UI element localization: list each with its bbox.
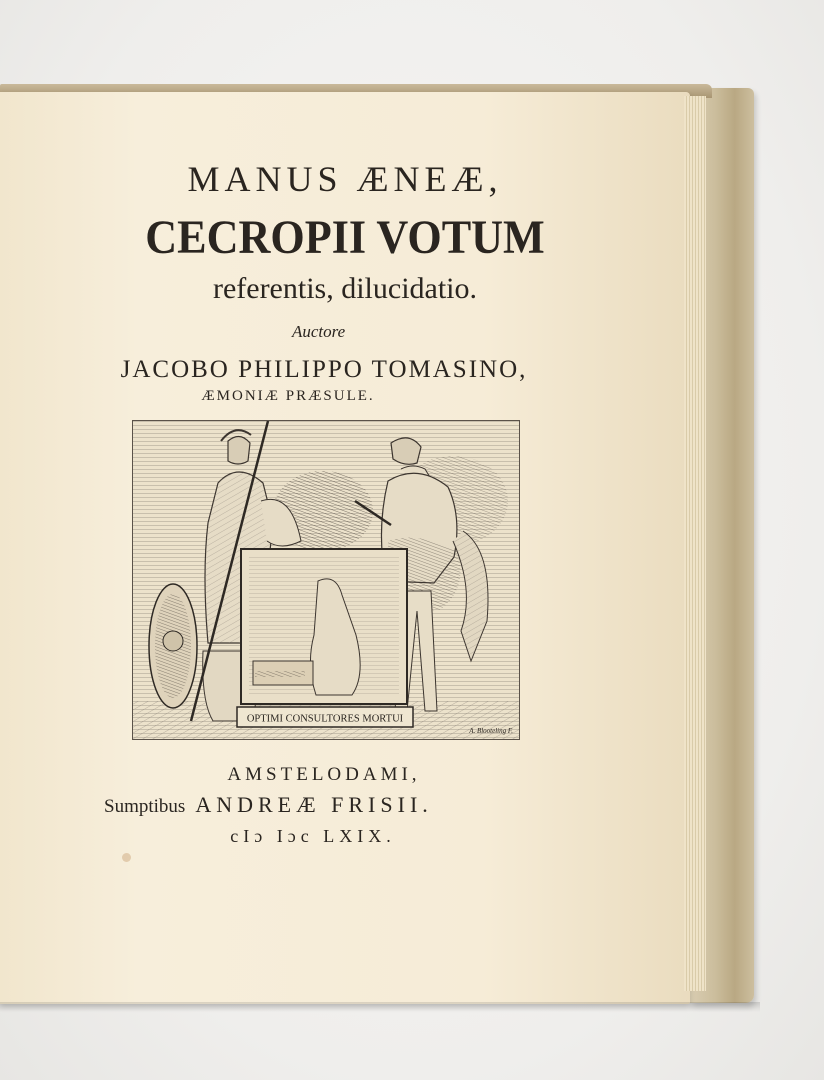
plaque-inscription: OPTIMI CONSULTORES MORTUI — [246, 713, 404, 725]
engraving-vignette — [132, 420, 520, 740]
title-line-3: referentis, dilucidatio. — [212, 272, 478, 305]
auctore-label: Auctore — [292, 322, 346, 341]
title-line-2: CECROPII VOTUM — [145, 211, 545, 264]
imprint-prefix: Sumptibus — [104, 796, 186, 817]
book-shadow — [0, 1002, 760, 1012]
engraver-signature: A. Blooteling F. — [469, 727, 513, 735]
page-edges — [684, 96, 706, 991]
foxing-spot — [122, 853, 131, 862]
imprint-year: cIɔ Iɔc LXIX. — [230, 826, 396, 846]
author-title: ÆMONIÆ PRÆSULE. — [201, 388, 375, 404]
central-painting — [241, 549, 407, 704]
imprint-publisher: ANDREÆ FRISII. — [195, 792, 433, 817]
title-line-1: MANUS ÆNEÆ, — [187, 159, 503, 199]
author-name: JACOBO PHILIPPO TOMASINO, — [120, 356, 528, 383]
engraving-illustration — [133, 421, 519, 739]
shield-icon — [149, 584, 197, 708]
imprint-publisher-line — [104, 792, 433, 818]
imprint-city: AMSTELODAMI, — [227, 764, 421, 785]
